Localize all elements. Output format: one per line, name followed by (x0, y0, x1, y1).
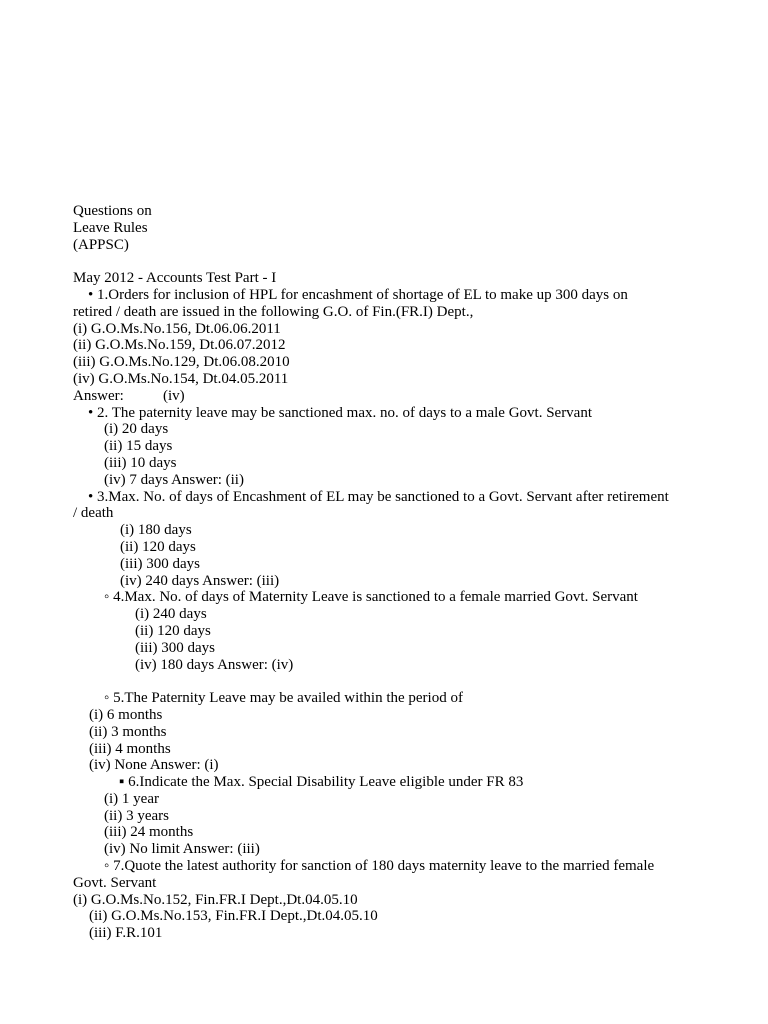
bullet-icon: • (88, 286, 94, 303)
option-item: (iii) 10 days (104, 454, 177, 471)
question-text: 6.Indicate the Max. Special Disability Leave eligible under FR 83 (128, 774, 524, 791)
option-item: (iii) 300 days (120, 555, 200, 572)
question-3-continuation: / death (73, 505, 114, 522)
option-item: (ii) G.O.Ms.No.153, Fin.FR.I Dept.,Dt.04.05.10 (89, 908, 378, 925)
question-7-continuation: Govt. Servant (73, 874, 157, 891)
bullet-icon: ◦ (104, 858, 110, 875)
option-item: (iv) 180 days Answer: (iv) (135, 656, 294, 673)
option-item: (i) G.O.Ms.No.152, Fin.FR.I Dept.,Dt.04.05.10 (73, 891, 358, 908)
question-text: 4.Max. No. of days of Maternity Leave is sanctioned to a female married Govt. Servant (113, 589, 638, 606)
title-line-2: Leave Rules (73, 219, 148, 236)
option-item: (ii) 3 years (104, 807, 169, 824)
bullet-icon: ◦ (104, 690, 110, 707)
option-item: (i) 180 days (120, 522, 192, 539)
question-4 (73, 589, 693, 606)
option-item: (ii) 15 days (104, 438, 173, 455)
bullet-icon: ◦ (104, 589, 110, 606)
question-text: 3.Max. No. of days of Encashment of EL may be sanctioned to a Govt. Servant after retirement (97, 488, 669, 505)
question-2 (73, 405, 693, 422)
question-6 (73, 774, 693, 791)
option-item: (iv) No limit Answer: (iii) (104, 841, 260, 858)
option-item: (ii) 3 months (89, 723, 167, 740)
question-text: 5.The Paternity Leave may be availed within the period of (113, 690, 463, 707)
option-item: (i) 240 days (135, 606, 207, 623)
answer-value: (iv) (163, 387, 185, 404)
question-1-continuation: retired / death are issued in the following G.O. of Fin.(FR.I) Dept., (73, 303, 474, 320)
option-item: (iii) 300 days (135, 639, 215, 656)
question-5 (73, 690, 693, 707)
bullet-icon: • (88, 488, 94, 505)
option-item: (iv) None Answer: (i) (89, 757, 219, 774)
option-item: (iv) 7 days Answer: (ii) (104, 471, 244, 488)
option-item: (i) G.O.Ms.No.156, Dt.06.06.2011 (73, 320, 281, 337)
question-7 (73, 858, 693, 875)
option-item: (i) 1 year (104, 790, 159, 807)
option-item: (ii) 120 days (135, 622, 211, 639)
option-item: (ii) G.O.Ms.No.159, Dt.06.07.2012 (73, 337, 286, 354)
bullet-icon: ▪ (119, 774, 125, 791)
option-item: (ii) 120 days (120, 538, 196, 555)
answer-label: Answer: (73, 387, 124, 404)
title-line-1: Questions on (73, 203, 152, 219)
document-page (73, 203, 693, 942)
question-1 (73, 287, 693, 304)
option-item: (iii) F.R.101 (89, 925, 163, 942)
option-item: (iii) G.O.Ms.No.129, Dt.06.08.2010 (73, 354, 290, 371)
option-item: (iii) 4 months (89, 740, 171, 757)
option-item: (iii) 24 months (104, 824, 194, 841)
option-item: (iv) 240 days Answer: (iii) (120, 572, 280, 589)
bullet-icon: • (88, 404, 94, 421)
question-text: 2. The paternity leave may be sanctioned max. no. of days to a male Govt. Servant (97, 404, 593, 421)
option-item: (iv) G.O.Ms.No.154, Dt.04.05.2011 (73, 370, 289, 387)
question-text: 7.Quote the latest authority for sanction of 180 days maternity leave to the married female (113, 858, 655, 875)
option-item: (i) 6 months (89, 706, 163, 723)
question-text: 1.Orders for inclusion of HPL for encashment of shortage of EL to make up 300 days on (97, 286, 628, 303)
question-3 (73, 489, 693, 506)
title-line-3: (APPSC) (73, 236, 129, 253)
answer-line (73, 388, 693, 405)
option-item: (i) 20 days (104, 421, 169, 438)
exam-heading: May 2012 - Accounts Test Part - I (73, 270, 277, 287)
